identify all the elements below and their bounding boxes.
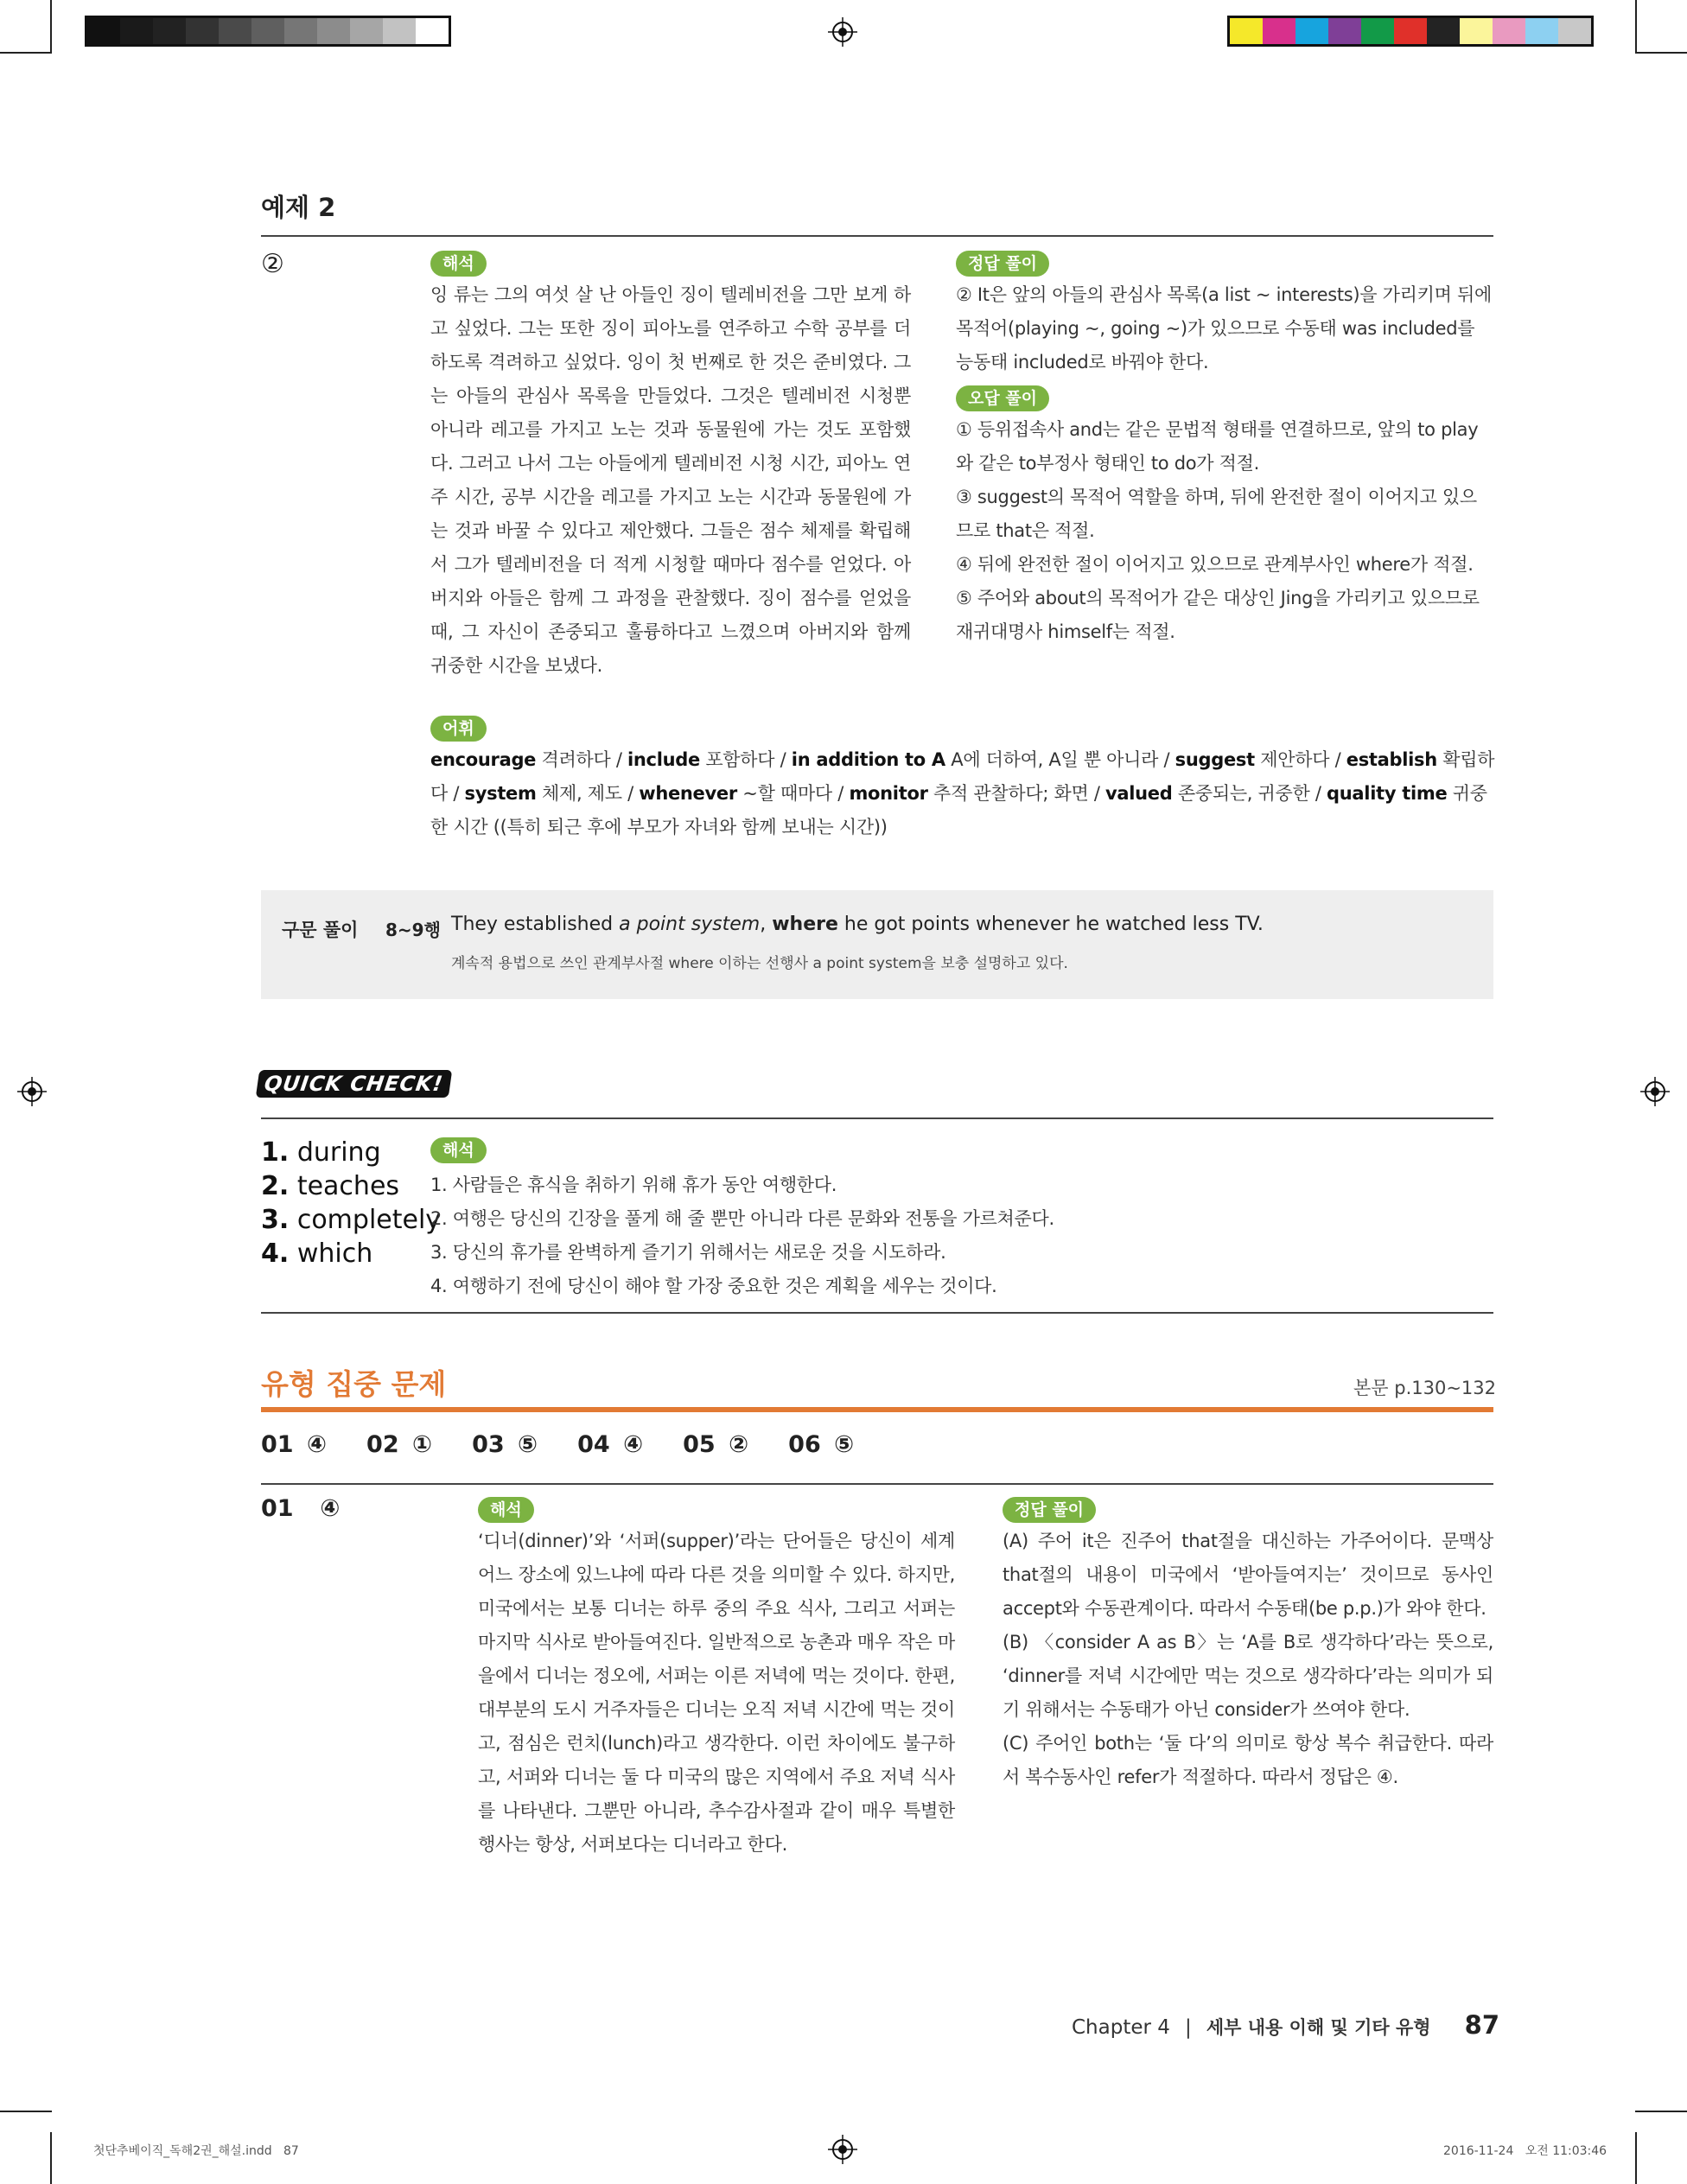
q1-correct-item: (B) 〈consider A as B〉는 ‘A를 B로 생각하다’라는 뜻으로, ‘dinner를 저녁 시간에만 먹는 것으로 생각하다’라는 의미가 되기 위해서는 수동태가 아닌 consider가 쓰여야 한다.: [1003, 1632, 1493, 1720]
vocab-word: suggest: [1175, 749, 1255, 770]
color-swatch: [1427, 18, 1460, 44]
page-reference: 본문 p.130~132: [1353, 1378, 1497, 1398]
quick-check-answer: 4. which: [261, 1238, 373, 1269]
wrong-explanation-item: ④ 뒤에 완전한 절이 이어지고 있으므로 관계부사인 where가 적절.: [956, 554, 1474, 575]
syntax-sentence-comma: ,: [760, 914, 773, 935]
wrong-explanation-list: [956, 413, 1493, 649]
registration-mark-icon: [17, 1077, 47, 1106]
color-swatch: [350, 18, 383, 44]
wrong-explanation-item: ③ suggest의 목적어 역할을 하며, 뒤에 완전한 절이 이어지고 있으므로 that은 적절.: [956, 487, 1477, 541]
vocab-meaning: 존중되는, 귀중한: [1177, 783, 1310, 804]
crop-mark: [1635, 2111, 1687, 2112]
vocab-word: encourage: [430, 749, 537, 770]
chapter-title: 세부 내용 이해 및 기타 유형: [1206, 2017, 1431, 2038]
color-swatch: [1525, 18, 1558, 44]
page-number: 87: [1464, 2010, 1499, 2040]
color-swatch: [1328, 18, 1361, 44]
section-title-underline: [261, 1407, 1493, 1412]
q1-correct-tag: 정답 풀이: [1003, 1497, 1096, 1523]
wrong-explanation-tag: 오답 풀이: [956, 385, 1049, 411]
footer-separator: |: [1185, 2016, 1192, 2039]
vocab-meaning: 귀중한 시간 ((특히 퇴근 후에 부모가 자녀와 함께 보내는 시간)): [430, 783, 1487, 837]
color-swatch: [416, 18, 449, 44]
quick-check-divider: [261, 1117, 1493, 1119]
vocab-word: monitor: [849, 783, 928, 804]
color-swatch: [153, 18, 186, 44]
quick-check-bottom-divider: [261, 1312, 1493, 1314]
syntax-note: 계속적 용법으로 쓰인 관계부사절 where 이하는 선행사 a point system을 보충 설명하고 있다.: [451, 955, 1068, 972]
example-heading: 예제 2: [261, 193, 336, 222]
quick-check-translation-tag: 해석: [430, 1137, 487, 1163]
answer-key: 01 ④ 02 ① 03 ⑤ 04 ④ 05 ② 06 ⑤: [261, 1431, 854, 1458]
color-swatch: [383, 18, 416, 44]
syntax-sentence-start: They established: [451, 914, 620, 935]
q1-correct-item: (C) 주어인 both는 ‘둘 다’의 의미로 항상 복수 취급한다. 따라서 복수동사인 refer가 적절하다. 따라서 정답은 ④.: [1003, 1733, 1493, 1787]
registration-mark-icon: [828, 2135, 857, 2164]
quick-check-translation: 4. 여행하기 전에 당신이 해야 할 가장 중요한 것은 계획을 세우는 것이다.: [430, 1276, 997, 1296]
color-swatch: [317, 18, 350, 44]
quick-check-translation: 2. 여행은 당신의 긴장을 풀게 해 줄 뿐만 아니라 다른 문화와 전통을 가르쳐준다.: [430, 1208, 1054, 1229]
vocab-meaning: 격려하다: [541, 749, 611, 770]
syntax-label: 구문 풀이: [282, 920, 359, 940]
vocab-meaning: 추적 관찰하다; 화면: [933, 783, 1089, 804]
color-swatch: [120, 18, 153, 44]
vocab-meaning: 포함하다: [705, 749, 775, 770]
crop-mark: [1635, 0, 1637, 52]
vocab-meaning: A에 더하여, A일 뿐 아니라: [951, 749, 1159, 770]
answer-key-divider: [261, 1483, 1493, 1485]
color-swatch: [186, 18, 219, 44]
vocab-word: whenever: [639, 783, 737, 804]
vocab-word: include: [627, 749, 700, 770]
vocab-word: establish: [1346, 749, 1437, 770]
section-title: 유형 집중 문제: [261, 1367, 447, 1401]
vocab-list: encourage 격려하다 / include 포함하다 / in addition to A A에 더하여, A일 뿐 아니라 / suggest 제안하다 / establish 확립하다 / system 체제, 제도 / whenever ~할 때마다 / monitor 추적 관찰하다; 화면 / valued 존중되는, 귀중한 / quality time 귀중한 시간 ((특히 퇴근 후에 부모가 자녀와 함께 보내는 시간)): [430, 749, 1495, 837]
correct-explanation: ② It은 앞의 아들의 관심사 목록(a list ~ interests)을 가리키며 뒤에 목적어(playing ~, going ~)가 있으므로 수동태 was included를 능동태 included로 바꿔야 한다.: [956, 284, 1492, 372]
crop-mark: [1635, 52, 1687, 54]
color-swatch: [219, 18, 251, 44]
q1-correct-item: (A) 주어 it은 진주어 that절을 대신하는 가주어이다. 문맥상 that절의 내용이 미국에서 ‘받아들여지는’ 것이므로 동사인 accept와 수동관계이다. 따라서 수동태(be p.p.)가 와야 한다.: [1003, 1531, 1493, 1619]
chapter-label: Chapter 4: [1072, 2016, 1170, 2039]
crop-mark: [50, 2132, 52, 2184]
color-swatch: [1493, 18, 1525, 44]
q1-translation: ‘디너(dinner)’와 ‘서퍼(supper)’라는 단어들은 당신이 세계 어느 장소에 있느냐에 따라 다른 것을 의미할 수 있다. 하지만, 미국에서는 보통 디너는 하루 중의 주요 식사, 그리고 서퍼는 마지막 식사로 받아들여진다. 일반적으로 농촌과 매우 작은 마을에서 디너는 정오에, 서퍼는 이른 저녁에 먹는 것이다. 한편, 대부분의 도시 거주자들은 디너는 오직 저녁 시간에 먹는 것이고, 점심은 런치(lunch)라고 생각한다. 이런 차이에도 불구하고, 서퍼와 디너는 둘 다 미국의 많은 지역에서 주요 저녁 식사를 나타낸다. 그뿐만 아니라, 추수감사절과 같이 매우 특별한 행사는 항상, 서퍼보다는 디너라고 한다.: [478, 1531, 955, 1855]
slug-timestamp: 2016-11-24 오전 11:03:46: [1443, 2144, 1607, 2158]
color-swatch: [284, 18, 317, 44]
vocab-word: system: [464, 783, 537, 804]
slug-filename: 첫단추베이직_독해2권_해설.indd 87: [93, 2144, 299, 2158]
crop-mark: [50, 0, 52, 52]
example-answer: ②: [261, 249, 284, 279]
wrong-explanation-item: ① 등위접속사 and는 같은 문법적 형태를 연결하므로, 앞의 to play와 같은 to부정사 형태인 to do가 적절.: [956, 419, 1479, 474]
syntax-relative-adverb: where: [772, 914, 838, 935]
syntax-box: [261, 890, 1493, 999]
vocab-meaning: 확립하다: [430, 749, 1495, 804]
vocab-word: quality time: [1327, 783, 1448, 804]
color-swatch: [1295, 18, 1328, 44]
example-translation: 잉 류는 그의 여섯 살 난 아들인 징이 텔레비전을 그만 보게 하고 싶었다. 그는 또한 징이 피아노를 연주하고 수학 공부를 더 하도록 격려하고 싶었다. 잉이 첫 번째로 한 것은 준비였다. 그는 아들의 관심사 목록을 만들었다. 그것은 텔레비전 시청뿐 아니라 레고를 가지고 노는 것과 동물원에 가는 것도 포함했다. 그러고 나서 그는 아들에게 텔레비전 시청 시간, 피아노 연주 시간, 공부 시간을 레고를 가지고 노는 시간과 동물원에 가는 것과 바꿀 수 있다고 제안했다. 그들은 점수 체제를 확립해서 그가 텔레비전을 더 적게 시청할 때마다 점수를 얻었다. 아버지와 아들은 함께 그 과정을 관찰했다. 징이 점수를 얻었을 때, 그 자신이 존중되고 훌륭하다고 느꼈으며 아버지와 함께 귀중한 시간을 보냈다.: [430, 284, 911, 676]
vocab-word: in addition to A: [791, 749, 945, 770]
gray-color-bar: [85, 16, 451, 47]
crop-mark: [1635, 2132, 1637, 2184]
heading-divider: [261, 235, 1493, 237]
color-swatch: [1460, 18, 1493, 44]
quick-check-answer: 2. teaches: [261, 1171, 400, 1201]
color-swatch: [1230, 18, 1263, 44]
quick-check-answer: 1. during: [261, 1137, 381, 1168]
q1-correct-explanation: [1003, 1525, 1493, 1794]
quick-check-logo: QUICK CHECK!: [256, 1070, 452, 1098]
translation-tag: 해석: [430, 251, 487, 277]
color-swatch: [1361, 18, 1394, 44]
vocab-meaning: 제안하다: [1260, 749, 1330, 770]
vocab-meaning: ~할 때마다: [742, 783, 832, 804]
syntax-antecedent: a point system: [619, 914, 761, 935]
quick-check-translations: [430, 1168, 1467, 1303]
color-swatch: [1558, 18, 1591, 44]
color-swatch: [251, 18, 284, 44]
vocab-meaning: 체제, 제도: [541, 783, 622, 804]
vocab-word: valued: [1105, 783, 1173, 804]
crop-mark: [0, 2111, 52, 2112]
color-swatch: [87, 18, 120, 44]
vocab-tag: 어휘: [430, 716, 487, 742]
registration-mark-icon: [1640, 1077, 1670, 1106]
color-swatch: [1394, 18, 1427, 44]
q1-translation-tag: 해석: [478, 1497, 534, 1523]
correct-explanation-tag: 정답 풀이: [956, 251, 1049, 277]
quick-check-translation: 1. 사람들은 휴식을 취하기 위해 휴가 동안 여행한다.: [430, 1175, 837, 1195]
quick-check-answers: [261, 1136, 441, 1270]
page-footer: [1072, 2010, 1499, 2040]
wrong-explanation-item: ⑤ 주어와 about의 목적어가 같은 대상인 Jing을 가리키고 있으므로 재귀대명사 himself는 적절.: [956, 588, 1480, 642]
syntax-sentence: [451, 914, 1264, 935]
syntax-lines: 8~9행: [385, 920, 441, 940]
quick-check-translation: 3. 당신의 휴가를 완벽하게 즐기기 위해서는 새로운 것을 시도하라.: [430, 1242, 946, 1263]
syntax-sentence-end: he got points whenever he watched less TV.: [837, 914, 1264, 935]
quick-check-answer: 3. completely: [261, 1205, 442, 1235]
question-label: 01 ④: [261, 1495, 341, 1522]
crop-mark: [0, 52, 52, 54]
color-swatch: [1263, 18, 1295, 44]
process-color-bar: [1227, 16, 1594, 47]
registration-mark-icon: [828, 17, 857, 47]
